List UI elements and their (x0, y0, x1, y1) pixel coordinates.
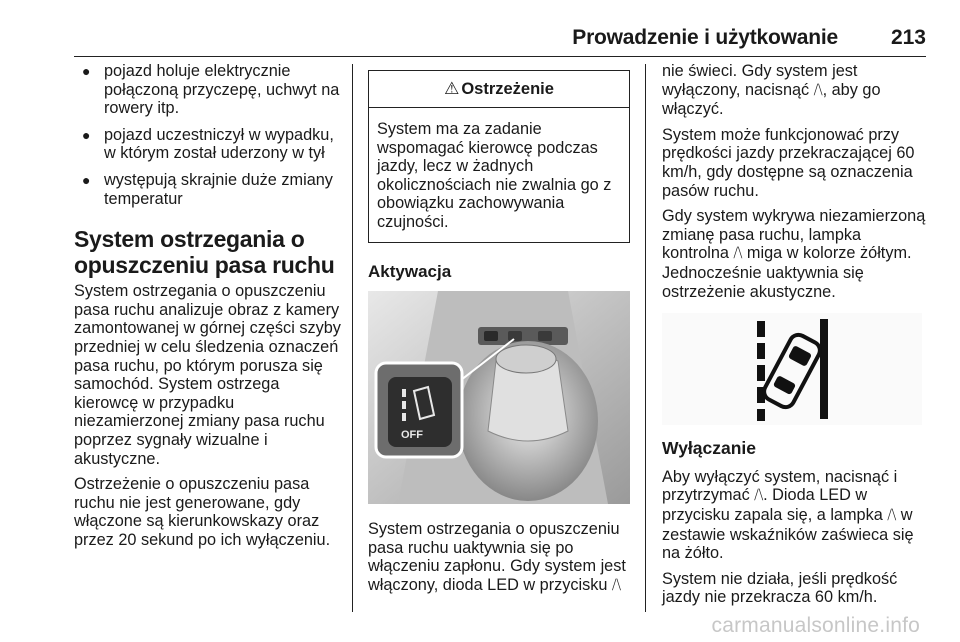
list-item: ● pojazd holuje elektrycznie połączoną przyczepę, uchwyt na rowery itp. (82, 62, 340, 118)
lane-departure-symbol (662, 313, 922, 425)
off-label: OFF (401, 429, 423, 442)
paragraph: System nie działa, jeśli prędkość jazdy nie przekracza 60 km/h. (662, 569, 898, 607)
console-photo (368, 291, 630, 504)
list-item: ● występują skrajnie duże zmiany temperatur (82, 170, 333, 208)
lane-departure-icon: ⧸⧹ (813, 81, 823, 97)
paragraph: System ostrzegania o opuszczeniu pasa ruchu analizuje obraz z kamery zamontowanej w górnej części szyby przedniej w celu śledzenia oznaczeń pasa ruchu, po którym porusza się samochód. System ostrzega kierowcę w przypadku niezamierzonej zmiany pasa ruchu poprzez sygnały wizualne i akustyczne. (74, 282, 341, 468)
page-number: 213 (890, 26, 926, 49)
lane-departure-icon: ⧸⧹ (733, 245, 743, 261)
lane-departure-icon: ⧸⧹ (754, 487, 764, 503)
warning-header: ⚠ Ostrzeżenie (369, 71, 629, 108)
warning-text: System ma za zadanie wspomagać kierowcę podczas jazdy, lecz w żadnych okolicznościach nie zwalnia go z obowiązku zachowywania czujności. (377, 120, 612, 231)
watermark: carmanualsonline.info (711, 614, 920, 637)
column-divider-left (352, 64, 353, 612)
paragraph: Aby wyłączyć system, nacisnąć i przytrzymać ⧸⧹. Dioda LED w przycisku zapala się, a lampka ⧸⧹ w zestawie wskaźników zaświeca się na żółto. (662, 467, 914, 563)
paragraph: Gdy system wykrywa niezamierzoną zmianę pasa ruchu, lampka kontrolna ⧸⧹ miga w kolorze żółtym. Jednocześnie uaktywnia się ostrzeżenie akustyczne. (662, 207, 926, 301)
warning-box (368, 70, 630, 243)
paragraph: Ostrzeżenie o opuszczeniu pasa ruchu nie jest generowane, gdy włączone są kierunkowskazy oraz przez 20 sekund po ich wyłączeniu. (74, 475, 331, 549)
subheading-activation: Aktywacja (368, 261, 452, 281)
caption-paragraph: System ostrzegania o opuszczeniu pasa ruchu uaktywnia się po włączeniu zapłonu. Gdy system jest włączony, dioda LED w przycisku ⧸⧹ (368, 520, 626, 594)
right-column (662, 62, 928, 614)
column-divider-right (645, 64, 646, 612)
paragraph: nie świeci. Gdy system jest wyłączony, nacisnąć ⧸⧹, aby go włączyć. (662, 62, 881, 119)
lane-departure-icon: ⧸⧹ (612, 576, 621, 592)
console-illustration (368, 291, 630, 504)
list-item: ● pojazd uczestniczył w wypadku, w którym został uderzony w tył (82, 125, 334, 163)
page-title: Prowadzenie i użytkowanie (572, 26, 838, 49)
lane-departure-icon: ⧸⧹ (887, 506, 897, 522)
paragraph: System może funkcjonować przy prędkości jazdy przekraczającej 60 km/h, gdy dostępne są oznaczenia pasów ruchu. (662, 125, 915, 200)
warning-triangle-icon: ⚠ (444, 79, 460, 98)
left-column (74, 62, 342, 556)
section-heading: System ostrzegania o opuszczeniu pasa ruchu (74, 226, 335, 279)
subheading-deactivation: Wyłączanie (662, 438, 757, 459)
bullet-list (74, 62, 342, 208)
lane-departure-icon (662, 313, 922, 425)
page-header (74, 24, 926, 57)
middle-column (368, 66, 632, 603)
